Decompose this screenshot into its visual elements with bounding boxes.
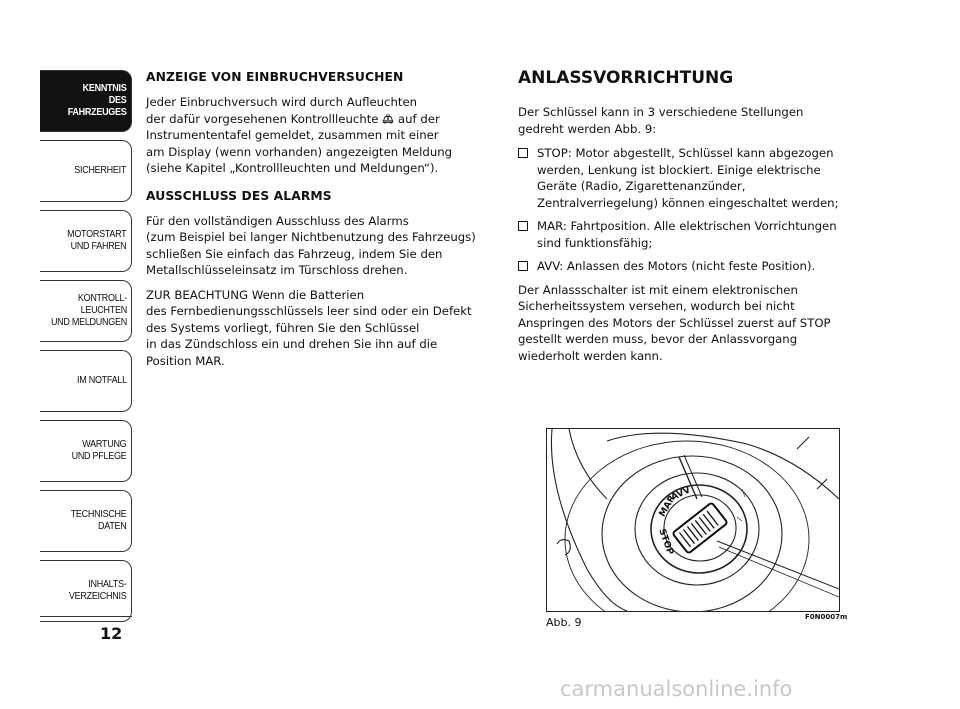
car-alarm-warning-icon — [382, 113, 394, 124]
sidebar-divider — [40, 616, 132, 617]
paragraph-text: Jeder Einbruchversuch wird durch Aufleuchten der dafür vorgesehenen Kontrollleuchte — [146, 95, 418, 126]
list-item-text: STOP: Motor abgestellt, Schlüssel kann abgezogen werden, Lenkung ist blockiert. Einige elektrische Geräte (Radio, Zigarettenanzünder, Zentralverriegelung) können eingeschaltet werden; — [537, 146, 839, 210]
label-mar: MAR — [657, 493, 678, 519]
chapter-tabs — [40, 70, 132, 630]
label-avv: AVV — [669, 485, 693, 503]
watermark: carmanualsonline.info — [560, 677, 793, 701]
figure-caption: Abb. 9 — [546, 616, 582, 629]
paragraph-zur-beachtung: ZUR BEACHTUNG Wenn die Batterien des Fernbedienungsschlüssels leer sind oder ein Defekt des Systems vorliegt, führen Sie den Schlüssel in das Zündschloss ein und drehen Sie ihn auf die Position MAR. — [146, 287, 472, 368]
left-column — [146, 70, 496, 377]
tab-motorstart[interactable] — [40, 210, 132, 272]
tab-label: MOTORSTART UND FAHREN — [67, 229, 127, 252]
heading-einbruchversuche: ANZEIGE VON EINBRUCHVERSUCHEN — [146, 70, 404, 84]
tab-inhaltsverzeichnis[interactable] — [40, 560, 132, 622]
heading-ausschluss-alarm: AUSSCHLUSS DES ALARMS — [146, 188, 332, 203]
key-slot — [672, 502, 727, 553]
paragraph-einbruchversuche — [146, 94, 496, 177]
ignition-switch-figure — [546, 428, 840, 612]
checkbox-square-icon — [518, 221, 528, 231]
tab-kontrollleuchten[interactable] — [40, 280, 132, 342]
checkbox-square-icon — [518, 261, 528, 271]
tab-notfall[interactable] — [40, 350, 132, 412]
tab-label: IM NOTFALL — [76, 375, 127, 386]
right-column — [518, 68, 878, 372]
tab-label: SICHERHEIT — [74, 165, 127, 176]
list-item-stop — [518, 145, 878, 211]
tab-kenntnis[interactable] — [40, 70, 132, 132]
paragraph-anlassschalter: Der Anlassschalter ist mit einem elektronischen Sicherheitssystem versehen, wodurch bei nicht Anspringen des Motors der Schlüssel zuerst auf STOP gestellt werden muss, bevor der Anlassvorgang wiederholt werden kann. — [518, 282, 831, 363]
tab-label: KENNTNIS DES FAHRZEUGES — [67, 83, 127, 118]
list-item-text: AVV: Anlassen des Motors (nicht feste Position). — [537, 259, 816, 273]
tab-technische-daten[interactable] — [40, 490, 132, 552]
paragraph-intro: Der Schlüssel kann in 3 verschiedene Stellungen gedreht werden Abb. 9: — [518, 105, 804, 136]
tab-sicherheit[interactable] — [40, 140, 132, 202]
figure-code: F0N0007m — [805, 613, 848, 621]
heading-anlassvorrichtung: ANLASSVORRICHTUNG — [518, 68, 734, 88]
tab-wartung[interactable] — [40, 420, 132, 482]
tab-label: INHALTS- VERZEICHNIS — [68, 579, 127, 602]
tab-label: WARTUNG UND PFLEGE — [71, 439, 127, 462]
checkbox-square-icon — [518, 148, 528, 158]
page-number: 12 — [100, 624, 123, 643]
tab-label: KONTROLL- LEUCHTEN UND MELDUNGEN — [50, 293, 127, 328]
list-item-avv — [518, 258, 878, 275]
paragraph-ausschluss-alarm: Für den vollständigen Ausschluss des Alarms (zum Beispiel bei langer Nichtbenutzung des Fahrzeugs) schließen Sie einfach das Fahrzeug, indem Sie den Metallschlüsseleinsatz im Türschloss drehen. — [146, 213, 476, 277]
paragraph-text: auf der Instrumententafel gemeldet, zusammen mit einer am Display (wenn vorhanden) angezeigten Meldung (siehe Kapitel „Kontrollleuchten und Meldungen“). — [146, 111, 453, 175]
label-stop: STOP — [656, 527, 675, 557]
list-item-text: MAR: Fahrtposition. Alle elektrischen Vorrichtungen sind funktionsfähig; — [537, 219, 837, 250]
ignition-illustration — [547, 429, 839, 611]
tab-label: TECHNISCHE DATEN — [70, 509, 127, 532]
list-item-mar — [518, 218, 878, 251]
